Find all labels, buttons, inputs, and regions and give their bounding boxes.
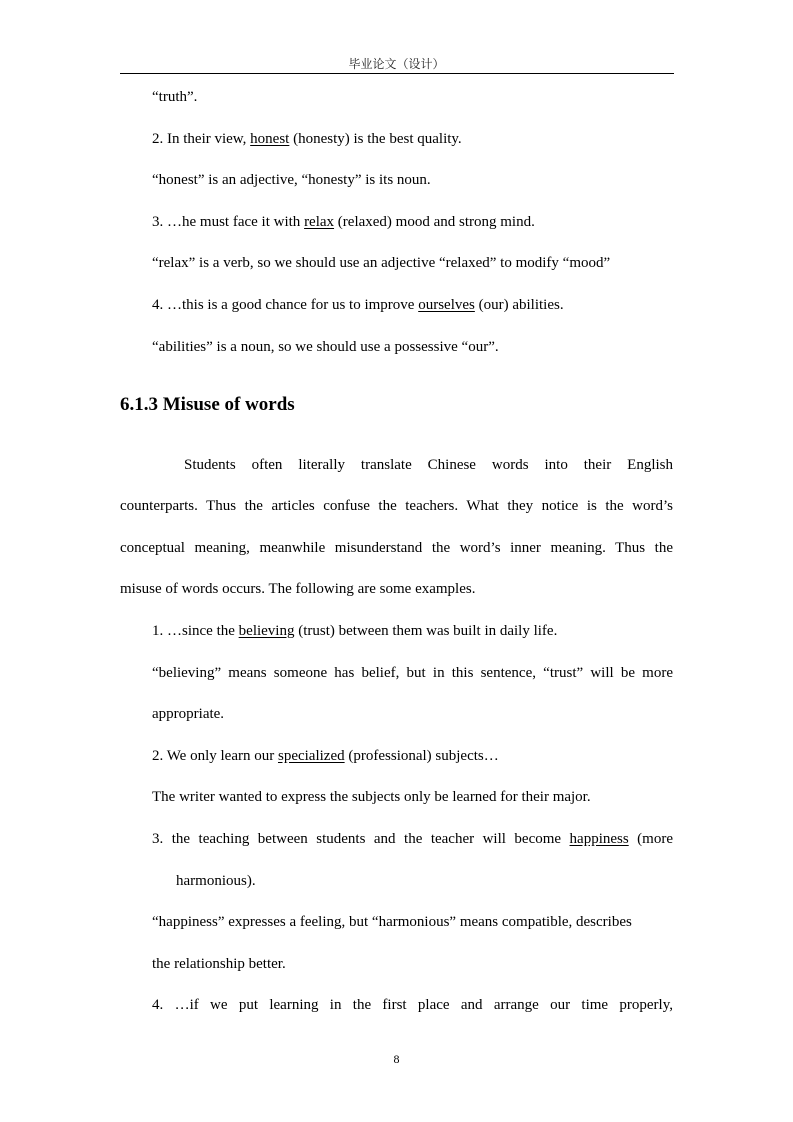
example-line	[152, 622, 557, 640]
example-line	[152, 830, 673, 848]
text-segment: (more	[628, 831, 673, 847]
text-segment: (professional) subjects…	[344, 748, 499, 764]
example-line	[152, 296, 564, 314]
paragraph-line: counterparts. Thus the articles confuse the teachers. What they notice is the word’s	[120, 498, 673, 514]
page-header: 毕业论文（设计）	[348, 57, 445, 71]
underlined-word: specialized	[277, 748, 345, 764]
example-line	[152, 747, 499, 765]
paragraph-line: Students often literally translate Chinese words into their English	[184, 457, 673, 473]
underlined-word: believing	[238, 623, 295, 639]
page-number: 8	[393, 1052, 400, 1066]
section-heading: 6.1.3 Misuse of words	[120, 394, 295, 415]
body-line: “truth”.	[152, 89, 198, 105]
underlined-word: relax	[304, 214, 335, 230]
underlined-word: happiness	[569, 831, 629, 847]
underlined-word: honest	[250, 131, 290, 147]
example-line	[152, 130, 462, 148]
text-segment: 3. …he must face it with	[152, 214, 305, 230]
text-segment: 4. …this is a good chance for us to improve	[152, 297, 419, 313]
text-segment: (our) abilities.	[474, 297, 564, 313]
text-segment: 2. In their view,	[152, 131, 251, 147]
paragraph-line: conceptual meaning, meanwhile misunderstand the word’s inner meaning. Thus the	[120, 540, 673, 556]
body-line: “honest” is an adjective, “honesty” is its noun.	[152, 172, 431, 188]
example-line: 4. …if we put learning in the first place and arrange our time properly,	[152, 997, 673, 1013]
text-segment: (honesty) is the best quality.	[289, 131, 462, 147]
text-segment: (trust) between them was built in daily life.	[294, 623, 558, 639]
explanation-line: the relationship better.	[152, 956, 286, 972]
body-line: “abilities” is a noun, so we should use a possessive “our”.	[152, 339, 499, 355]
text-segment: (relaxed) mood and strong mind.	[334, 214, 535, 230]
explanation-line: The writer wanted to express the subjects only be learned for their major.	[152, 789, 591, 805]
explanation-line: “believing” means someone has belief, but in this sentence, “trust” will be more	[152, 665, 673, 681]
text-segment: 2. We only learn our	[152, 748, 278, 764]
text-segment: 3. the teaching between students and the teacher will become	[152, 831, 570, 847]
underlined-word: ourselves	[418, 297, 475, 313]
example-line: harmonious).	[176, 873, 256, 889]
explanation-line: appropriate.	[152, 706, 225, 722]
example-line	[152, 213, 535, 231]
paragraph-line: misuse of words occurs. The following are some examples.	[120, 581, 476, 597]
body-line: “relax” is a verb, so we should use an adjective “relaxed” to modify “mood”	[152, 255, 611, 271]
header-rule	[120, 73, 674, 74]
explanation-line: “happiness” expresses a feeling, but “harmonious” means compatible, describes	[152, 914, 632, 930]
text-segment: 1. …since the	[152, 623, 239, 639]
